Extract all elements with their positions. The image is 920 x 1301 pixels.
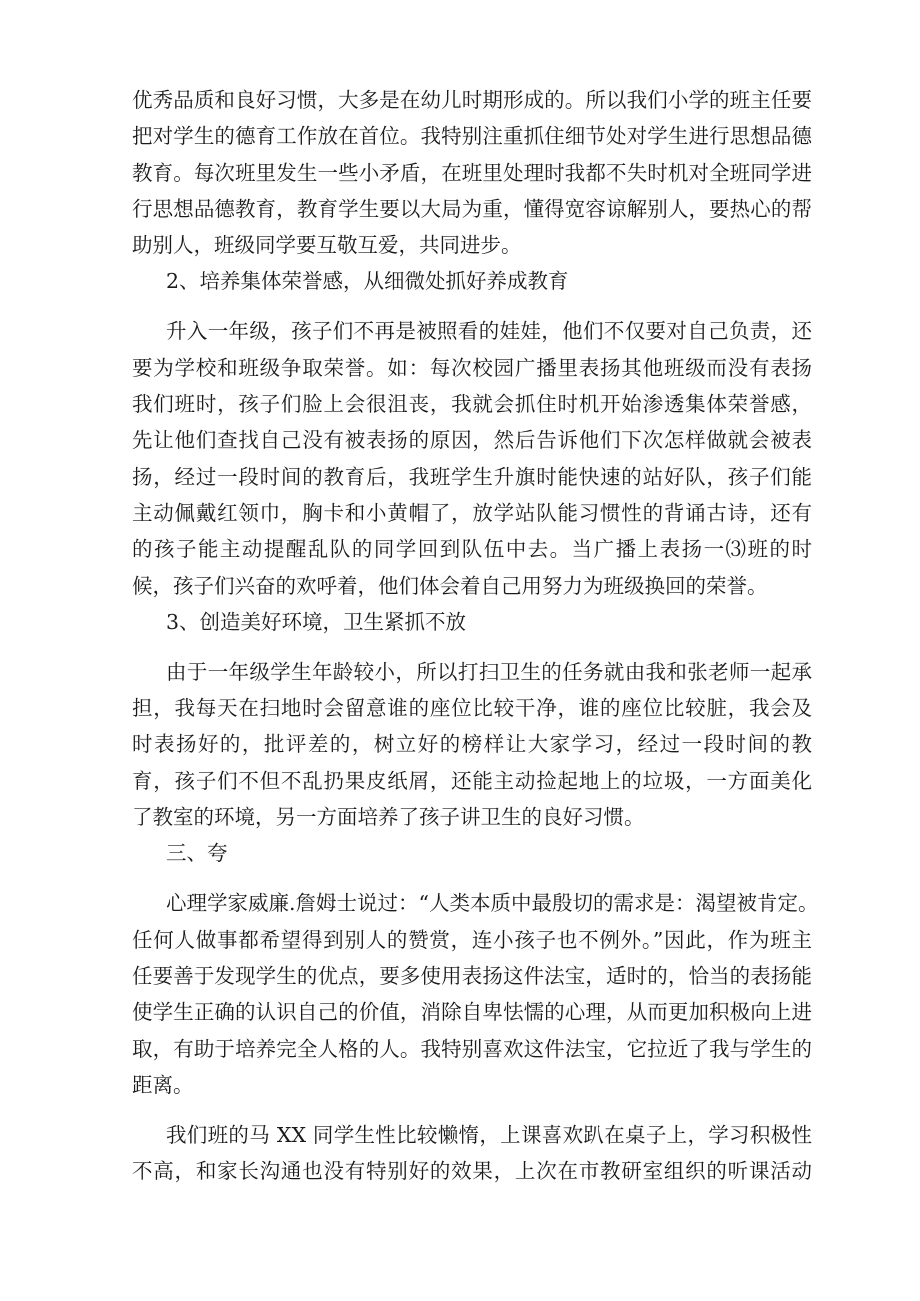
text-line: 的孩子能主动提醒乱队的同学回到队伍中去。当广播上表扬一⑶班的时 — [132, 537, 812, 562]
text-line: 取，有助于培养完全人格的人。我特别喜欢这件法宝，它拉近了我与学生的 — [132, 1036, 812, 1061]
paragraph-psychology-quote — [132, 885, 819, 1103]
text-line: 由于一年级学生年龄较小，所以打扫卫生的任务就由我和张老师一起承 — [166, 659, 812, 684]
text-line: 升入一年级，孩子们不再是被照看的娃娃，他们不仅要对自己负责，还 — [166, 319, 812, 344]
text-line: 育，孩子们不但不乱扔果皮纸屑，还能主动捡起地上的垃圾，一方面美化 — [132, 768, 812, 793]
text-line: 主动佩戴红领巾，胸卡和小黄帽了，放学站队能习惯性的背诵古诗，还有 — [132, 500, 812, 525]
section-heading-3: 3、创造美好环境，卫生紧抓不放 — [166, 609, 467, 634]
text-line: 先让他们查找自己没有被表扬的原因，然后告诉他们下次怎样做就会被表 — [132, 428, 812, 453]
text-line: 我们班的马 XX 同学生性比较懒惰，上课喜欢趴在桌子上，学习积极性 — [166, 1123, 812, 1148]
text-line: 任何人做事都希望得到别人的赞赏，连小孩子也不例外。”因此，作为班主 — [132, 927, 812, 952]
text-line: 扬，经过一段时间的教育后，我班学生升旗时能快速的站好队，孩子们能 — [132, 464, 812, 489]
section-heading-2: 2、培养集体荣誉感，从细微处抓好养成教育 — [166, 269, 569, 294]
text-line: 我们班时，孩子们脸上会很沮丧，我就会抓住时机开始渗透集体荣誉感， — [132, 392, 812, 417]
paragraph-moral-education — [132, 82, 812, 263]
text-line: 把对学生的德育工作放在首位。我特别注重抓住细节处对学生进行思想品德 — [132, 124, 812, 149]
paragraph-student-example — [132, 1117, 812, 1190]
paragraph-hygiene — [132, 654, 812, 835]
paragraph-collective-honor — [132, 313, 812, 603]
text-line: 要为学校和班级争取荣誉。如：每次校园广播里表扬其他班级而没有表扬 — [132, 355, 812, 380]
text-line: 行思想品德教育，教育学生要以大局为重，懂得宽容谅解别人，要热心的帮 — [132, 196, 812, 221]
text-line: 时表扬好的，批评差的，树立好的榜样让大家学习，经过一段时间的教 — [132, 732, 812, 757]
text-line: 使学生正确的认识自己的价值，消除自卑怯懦的心理，从而更加积极向上进 — [132, 1000, 812, 1025]
text-line: 任要善于发现学生的优点，要多使用表扬这件法宝，适时的，恰当的表扬能 — [132, 963, 812, 988]
text-line: 优秀品质和良好习惯，大多是在幼儿时期形成的。所以我们小学的班主任要 — [132, 88, 812, 112]
text-line: 距离。 — [132, 1072, 194, 1097]
text-line: 教育。每次班里发生一些小矛盾，在班里处理时我都不失时机对全班同学进 — [132, 160, 812, 185]
document-body — [132, 82, 819, 1190]
text-line: 了教室的环境，另一方面培养了孩子讲卫生的良好习惯。 — [132, 805, 645, 830]
text-line: 助别人，班级同学要互敬互爱，共同进步。 — [132, 233, 522, 258]
text-line: 候，孩子们兴奋的欢呼着，他们体会着自己用努力为班级换回的荣誉。 — [132, 573, 768, 598]
text-line: 担，我每天在扫地时会留意谁的座位比较干净，谁的座位比较脏，我会及 — [132, 696, 812, 721]
section-heading-praise: 三、夸 — [166, 841, 228, 866]
text-line: 不高，和家长沟通也没有特别好的效果，上次在市教研室组织的听课活动 — [132, 1159, 812, 1184]
text-line: 心理学家威廉.詹姆士说过：“人类本质中最殷切的需求是：渴望被肯定。 — [166, 891, 819, 916]
